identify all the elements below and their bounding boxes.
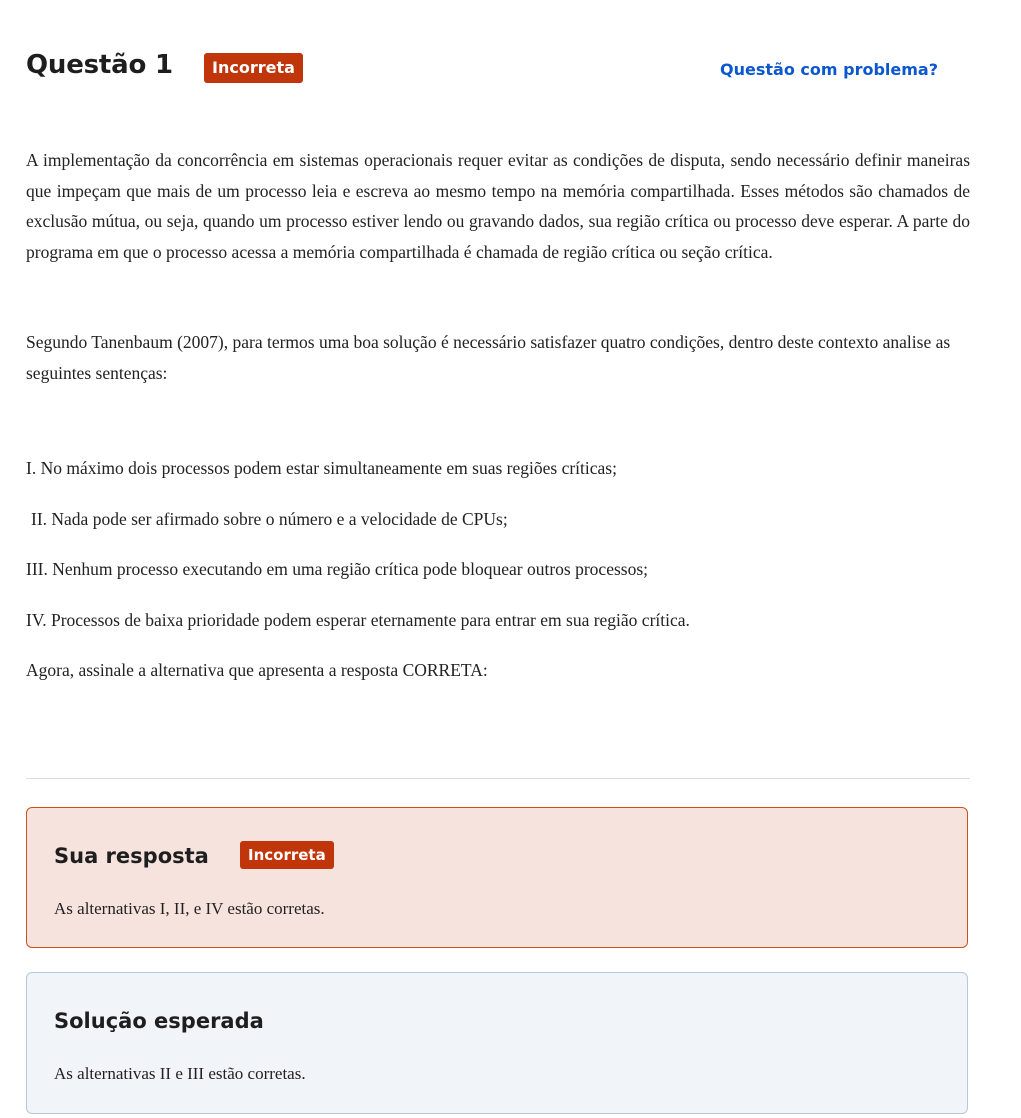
divider: [26, 778, 970, 779]
answer-status-badge: Incorreta: [240, 841, 334, 869]
sentence-3: III. Nenhum processo executando em uma região crítica pode bloquear outros processos;: [26, 559, 649, 579]
expected-solution-title: Solução esperada: [54, 1009, 264, 1033]
your-answer-box: [26, 807, 968, 948]
sentence-1: I. No máximo dois processos podem estar simultaneamente em suas regiões críticas;: [26, 458, 617, 478]
your-answer-title: Sua resposta: [54, 844, 209, 868]
question-title: Questão 1: [26, 50, 173, 80]
question-header: [26, 46, 970, 92]
expected-solution-text: As alternativas II e III estão corretas.: [54, 1064, 306, 1083]
sentence-4: IV. Processos de baixa prioridade podem esperar eternamente para entrar em sua região crítica.: [26, 609, 690, 630]
statement-paragraph-2: Segundo Tanenbaum (2007), para termos uma boa solução é necessário satisfazer quatro condições, dentro deste contexto analise as seguintes sentenças:: [26, 332, 951, 383]
statement-paragraph-1: A implementação da concorrência em sistemas operacionais requer evitar as condições de disputa, sendo necessário definir maneiras que impeçam que mais de um processo leia e escreva ao mesmo tempo na memória compartilhada. Esses métodos são chamados de exclusão mútua, ou seja, quando um processo estiver lendo ou gravando dados, sua região crítica ou processo deve esperar. A parte do programa em que o processo acessa a memória compartilhada é chamada de região crítica ou seção crítica.: [26, 150, 970, 262]
sentence-2: II. Nada pode ser afirmado sobre o número e a velocidade de CPUs;: [31, 508, 508, 529]
your-answer-text: As alternativas I, II, e IV estão corretas.: [54, 899, 325, 918]
expected-solution-box: [26, 972, 968, 1114]
instruction: Agora, assinale a alternativa que apresenta a resposta CORRETA:: [26, 660, 488, 680]
report-problem-link[interactable]: Questão com problema?: [720, 60, 938, 79]
question-statement: [26, 145, 970, 686]
status-badge: Incorreta: [204, 53, 303, 83]
